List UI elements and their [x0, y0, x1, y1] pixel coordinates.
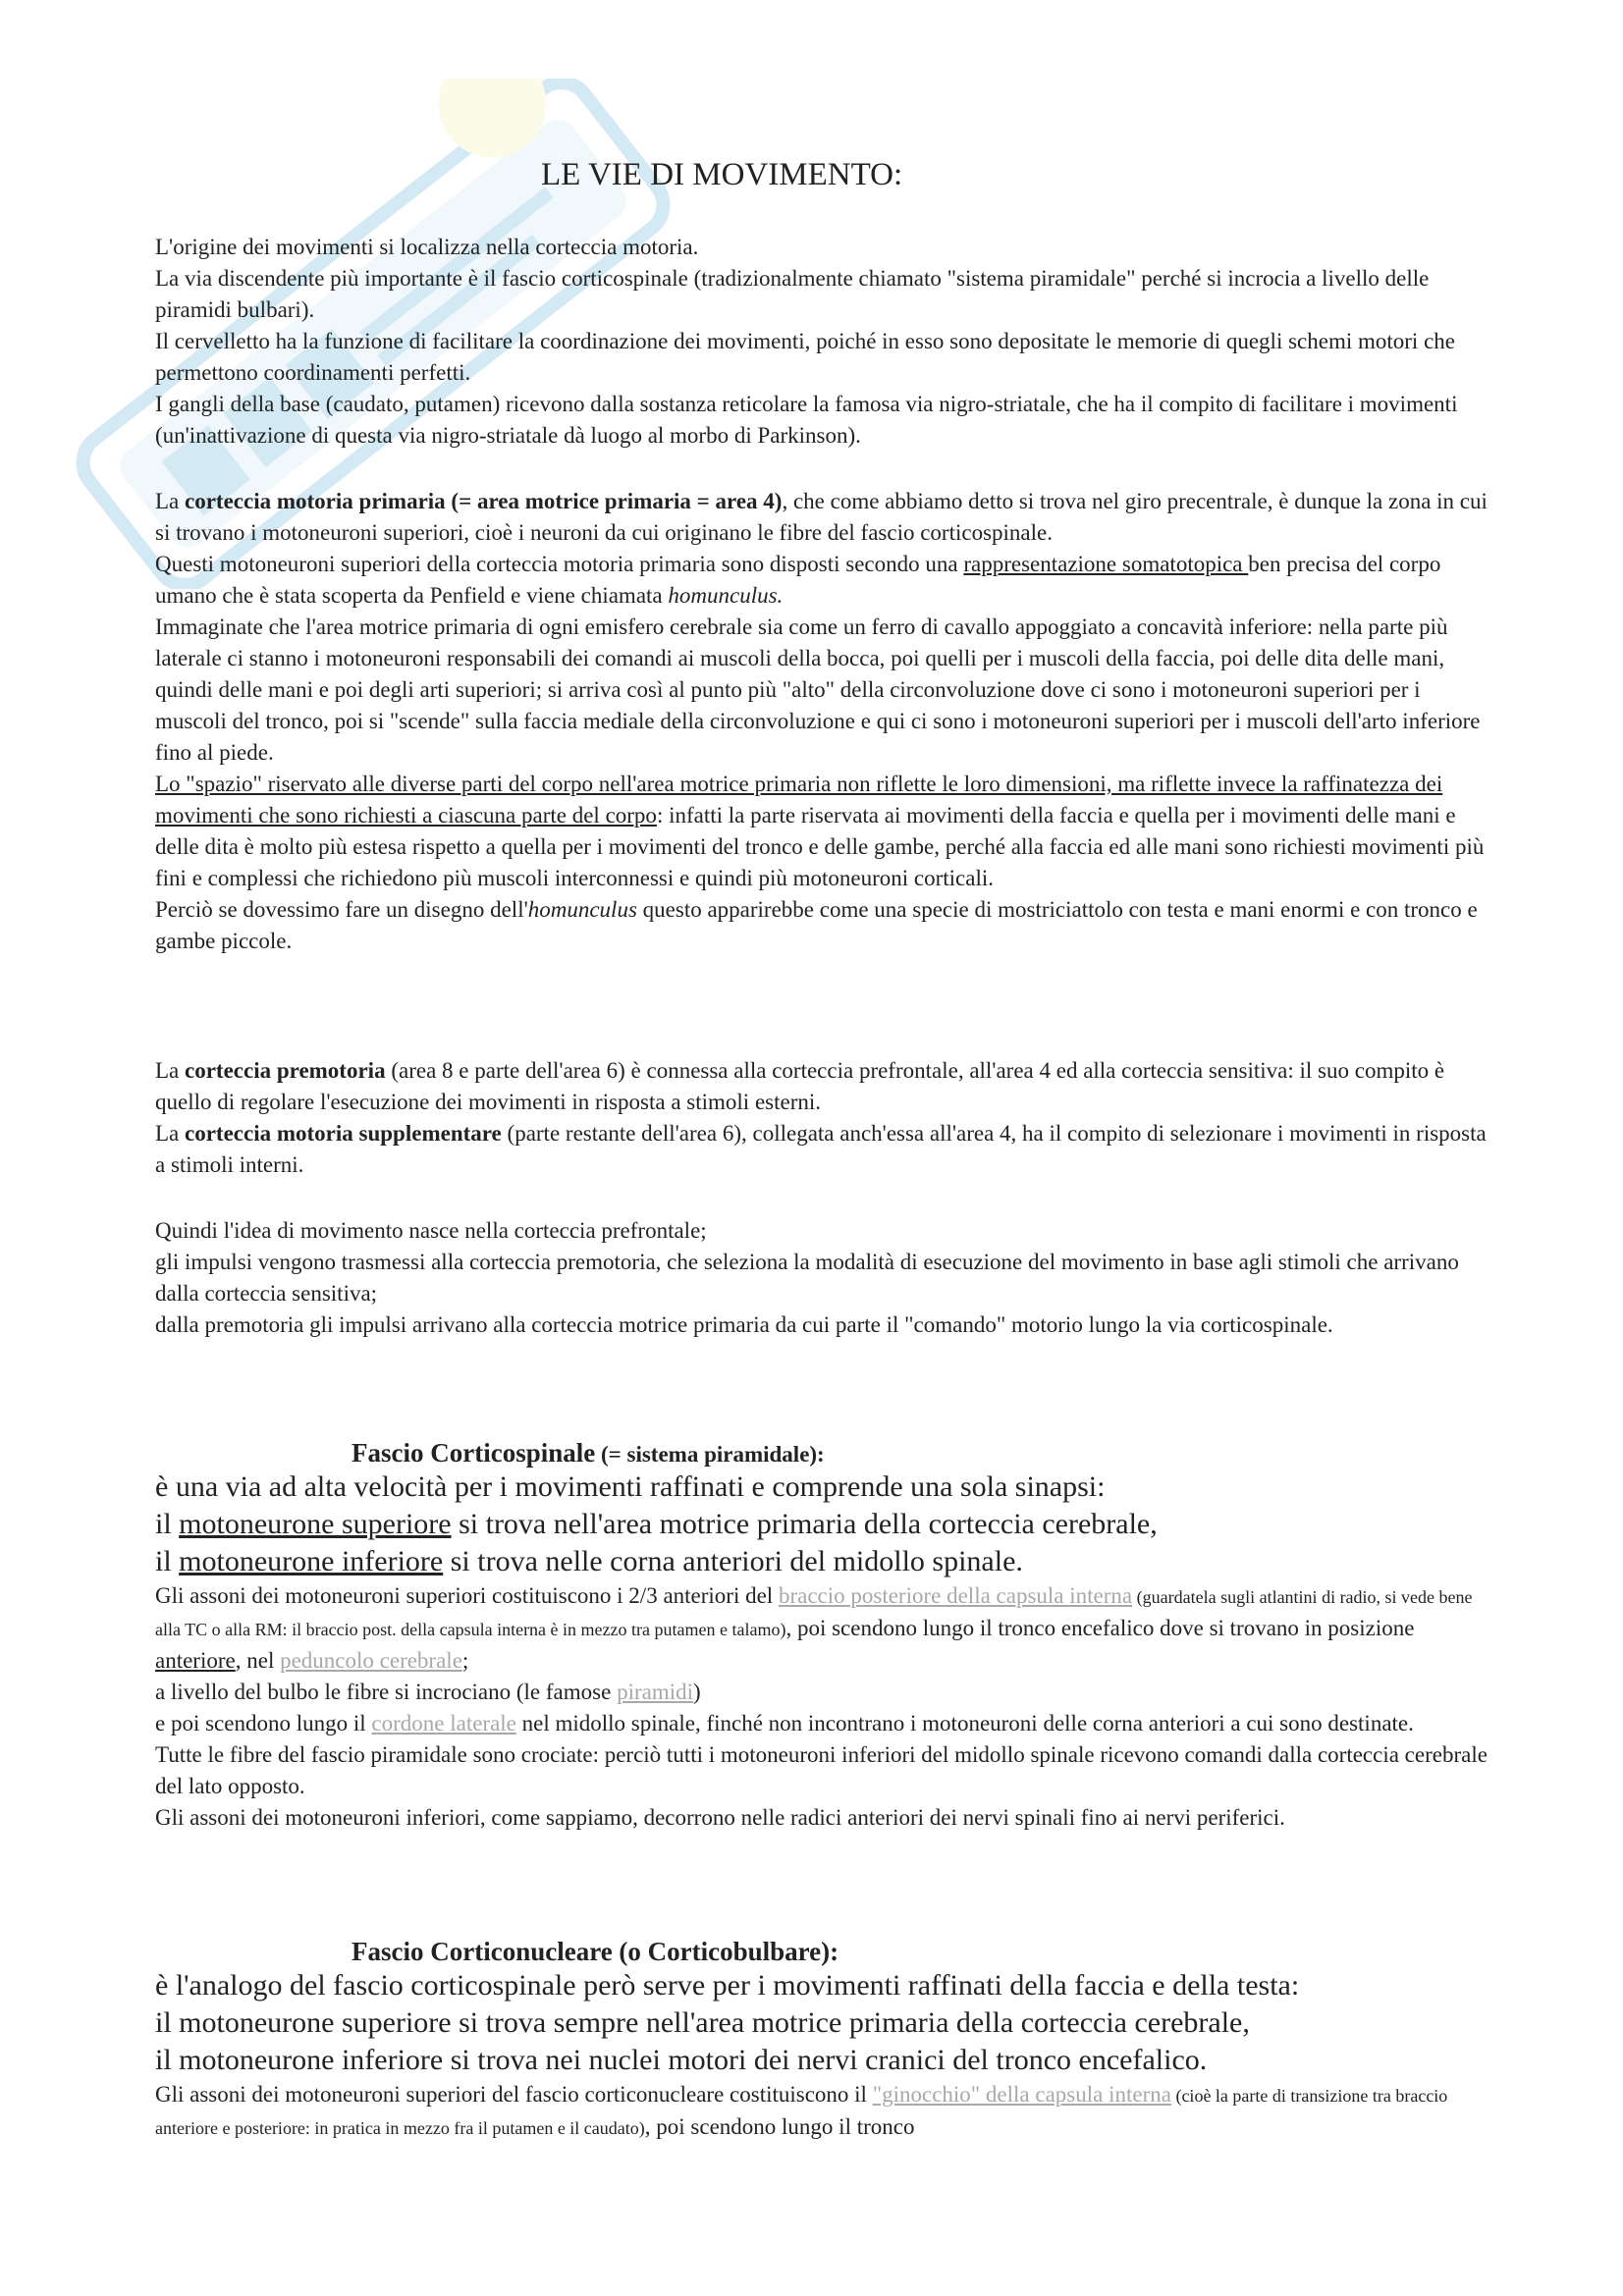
underlined-text: Lo "spazio" riservato alle diverse parti del corpo nell'area motrice primaria non riflette le loro dimensioni, ma riflette invece la raffinatezza dei movimenti che sono richiesti a ciascuna parte del corpo [155, 772, 1443, 828]
text: Perciò se dovessimo fare un disegno dell' [155, 897, 528, 922]
intro-paragraph: La via discendente più importante è il fascio corticospinale (tradizionalmente chiamato "sistema piramidale" perché si incrocia a livello delle piramidi bulbari). [155, 266, 1430, 322]
intro-paragraph: Il cervelletto ha la funzione di facilitare la coordinazione dei movimenti, poiché in esso sono depositate le memorie di quegli schemi motori che permettono coordinamenti perfetti. [155, 329, 1455, 385]
primary-cortex-paragraph [155, 486, 1495, 549]
text: e poi scendono lungo il [155, 1711, 372, 1735]
section-heading: Fascio Corticonucleare (o Corticobulbare): [352, 1937, 839, 1966]
text: , poi scendono lungo il tronco encefalico dove si trovano in posizione [785, 1616, 1415, 1640]
axons-paragraph [155, 1580, 1495, 1677]
horseshoe-paragraph: Immaginate che l'area motrice primaria di ogni emisfero cerebrale sia come un ferro di cavallo appoggiato a concavità inferiore: nella parte più laterale ci stanno i motoneuroni responsabili dei comandi ai muscoli della bocca, poi quelli per i muscoli della faccia, poi delle dita delle mani, quindi delle mani e poi degli arti superiori; si arriva così al punto più "alto" della circonvoluzione dove ci sono i motoneuroni superiori per i muscoli del tronco, poi si "scende" sulla faccia mediale della circonvoluzione e qui ci sono i motoneuroni superiori per i muscoli dell'arto inferiore fino al piede. [155, 614, 1481, 765]
text: ; [461, 1648, 469, 1673]
crossed-fibers-paragraph: Tutte le fibre del fascio piramidale sono crociate: perciò tutti i motoneuroni inferiori del midollo spinale ricevono comandi dalla corteccia cerebrale del lato opposto. [155, 1742, 1488, 1798]
supplementary-paragraph [155, 1118, 1495, 1181]
underlined-text: motoneurone superiore [179, 1508, 452, 1540]
text: Questi motoneuroni superiori della corteccia motoria primaria sono disposti secondo una [155, 552, 964, 576]
text: La [155, 1058, 186, 1083]
small-note: (cioè la parte di transizione tra braccio anteriore e posteriore: in pratica in mezzo fra il putamen e il caudato) [155, 2086, 1448, 2138]
somatotopic-paragraph [155, 549, 1495, 612]
intro-paragraph: L'origine dei movimenti si localizza nella corteccia motoria. [155, 235, 699, 259]
space-paragraph [155, 769, 1495, 894]
text: , nel [235, 1648, 281, 1673]
text: : infatti la parte riservata ai movimenti della faccia e quella per i movimenti delle mani e delle dita è molto più estesa rispetto a quella per i movimenti del tronco e delle gambe, perché alla faccia ed alle mani sono richiesti movimenti più fini e complessi che richiedono più muscoli interconnessi e quindi più motoneuroni corticali. [155, 803, 1485, 890]
lateral-cord-paragraph [155, 1708, 1495, 1739]
small-note: (guardatela sugli atlantini di radio, si vede bene alla TC o alla RM: il braccio post. della capsula interna è in mezzo tra putamen e talamo) [155, 1587, 1473, 1639]
genu-paragraph [155, 2079, 1495, 2144]
text: La [155, 1121, 186, 1146]
large-line: è l'analogo del fascio corticospinale però serve per i movimenti raffinati della faccia e della testa: [155, 1969, 1300, 2002]
text: (area 8 e parte dell'area 6) è connessa alla corteccia prefrontale, all'area 4 ed alla corteccia sensitiva: il suo compito è quello di regolare l'esecuzione dei movimenti in risposta a stimoli esterni. [155, 1058, 1445, 1114]
text: nel midollo spinale, finché non incontrano i motoneuroni delle corna anteriori a cui sono destinate. [515, 1711, 1414, 1735]
premotor-paragraph [155, 1055, 1495, 1118]
homunculus-paragraph [155, 894, 1495, 957]
term-bold: corteccia motoria supplementare [185, 1121, 502, 1146]
text: La [155, 489, 186, 513]
intro-section [155, 232, 1495, 452]
text: a livello del bulbo le fibre si incrociano (le famose [155, 1680, 618, 1704]
text: ) [693, 1680, 701, 1704]
italic-term: homunculus. [668, 583, 784, 608]
link-lateral-cord[interactable]: cordone laterale [371, 1711, 516, 1735]
text: (parte restante dell'area 6), collegata anch'essa all'area 4, ha il compito di selezionare i movimenti in risposta a stimoli interni. [155, 1121, 1487, 1177]
large-line [155, 1543, 1495, 1580]
premotor-section [155, 1055, 1495, 1181]
text: Gli assoni dei motoneuroni superiori costituiscono i 2/3 anteriori del [155, 1583, 779, 1608]
link-posterior-limb[interactable]: braccio posteriore della capsula interna [778, 1583, 1133, 1608]
section-heading [155, 1438, 1495, 1468]
large-line: il motoneurone superiore si trova sempre nell'area motrice primaria della corteccia cerebrale, [155, 2006, 1250, 2039]
text: il [155, 1508, 180, 1540]
text: , che come abbiamo detto si trova nel giro precentrale, è dunque la zona in cui si trovano i motoneuroni superiori, cioè i neuroni da cui originano le fibre del fascio corticospinale. [155, 489, 1488, 545]
text: ben precisa del corpo umano che è stata scoperta da Penfield e viene chiamata [155, 552, 1441, 608]
link-genu-internal-capsule[interactable]: "ginocchio" della capsula interna [872, 2082, 1171, 2107]
decussation-line [155, 1677, 1495, 1708]
summary-line: gli impulsi vengono trasmessi alla corteccia premotoria, che seleziona la modalità di esecuzione del movimento in base agli stimoli che arrivano dalla corteccia sensitiva; [155, 1250, 1459, 1306]
text: questo apparirebbe come una specie di mostriciattolo con testa e mani enormi e con tronco e gambe piccole. [155, 897, 1478, 953]
intro-paragraph: I gangli della base (caudato, putamen) ricevono dalla sostanza reticolare la famosa via nigro-striatale, che ha il compito di facilitare i movimenti (un'inattivazione di questa via nigro-striatale dà luogo al morbo di Parkinson). [155, 392, 1458, 448]
text: Gli assoni dei motoneuroni superiori del fascio corticonucleare costituiscono il [155, 2082, 873, 2107]
large-line: è una via ad alta velocità per i movimenti raffinati e comprende una sola sinapsi: [155, 1470, 1106, 1503]
underlined-text: anteriore [155, 1648, 236, 1673]
primary-cortex-section [155, 486, 1495, 957]
large-line [155, 1506, 1495, 1543]
text: , poi scendono lungo il tronco [644, 2114, 915, 2139]
term-bold: corteccia premotoria [185, 1058, 386, 1083]
heading-subtext: (= sistema piramidale): [595, 1442, 825, 1467]
text: si trova nelle corna anteriori del midollo spinale. [443, 1545, 1023, 1577]
underlined-text: motoneurone inferiore [179, 1545, 444, 1577]
lower-axons-paragraph: Gli assoni dei motoneuroni inferiori, come sappiamo, decorrono nelle radici anteriori dei nervi spinali fino ai nervi periferici. [155, 1805, 1285, 1830]
summary-line: Quindi l'idea di movimento nasce nella corteccia prefrontale; [155, 1218, 707, 1243]
text: si trova nell'area motrice primaria della corteccia cerebrale, [451, 1508, 1158, 1540]
heading-text: Fascio Corticospinale [352, 1438, 596, 1468]
term-bold: corteccia motoria primaria (= area motrice primaria = area 4) [185, 489, 783, 513]
underlined-text: rappresentazione somatotopica [963, 552, 1249, 576]
text: il [155, 1545, 180, 1577]
summary-section [155, 1215, 1495, 1341]
summary-line: dalla premotoria gli impulsi arrivano alla corteccia motrice primaria da cui parte il "comando" motorio lungo la via corticospinale. [155, 1312, 1333, 1337]
corticonuclear-section [155, 1937, 1495, 2144]
link-pyramids[interactable]: piramidi [617, 1680, 693, 1704]
link-cerebral-peduncle[interactable]: peduncolo cerebrale [280, 1648, 462, 1673]
corticospinal-section [155, 1438, 1495, 1834]
italic-term: homunculus [527, 897, 637, 922]
page-title: LE VIE DI MOVIMENTO: [541, 157, 903, 192]
large-line: il motoneurone inferiore si trova nei nuclei motori dei nervi cranici del tronco encefalico. [155, 2044, 1208, 2076]
